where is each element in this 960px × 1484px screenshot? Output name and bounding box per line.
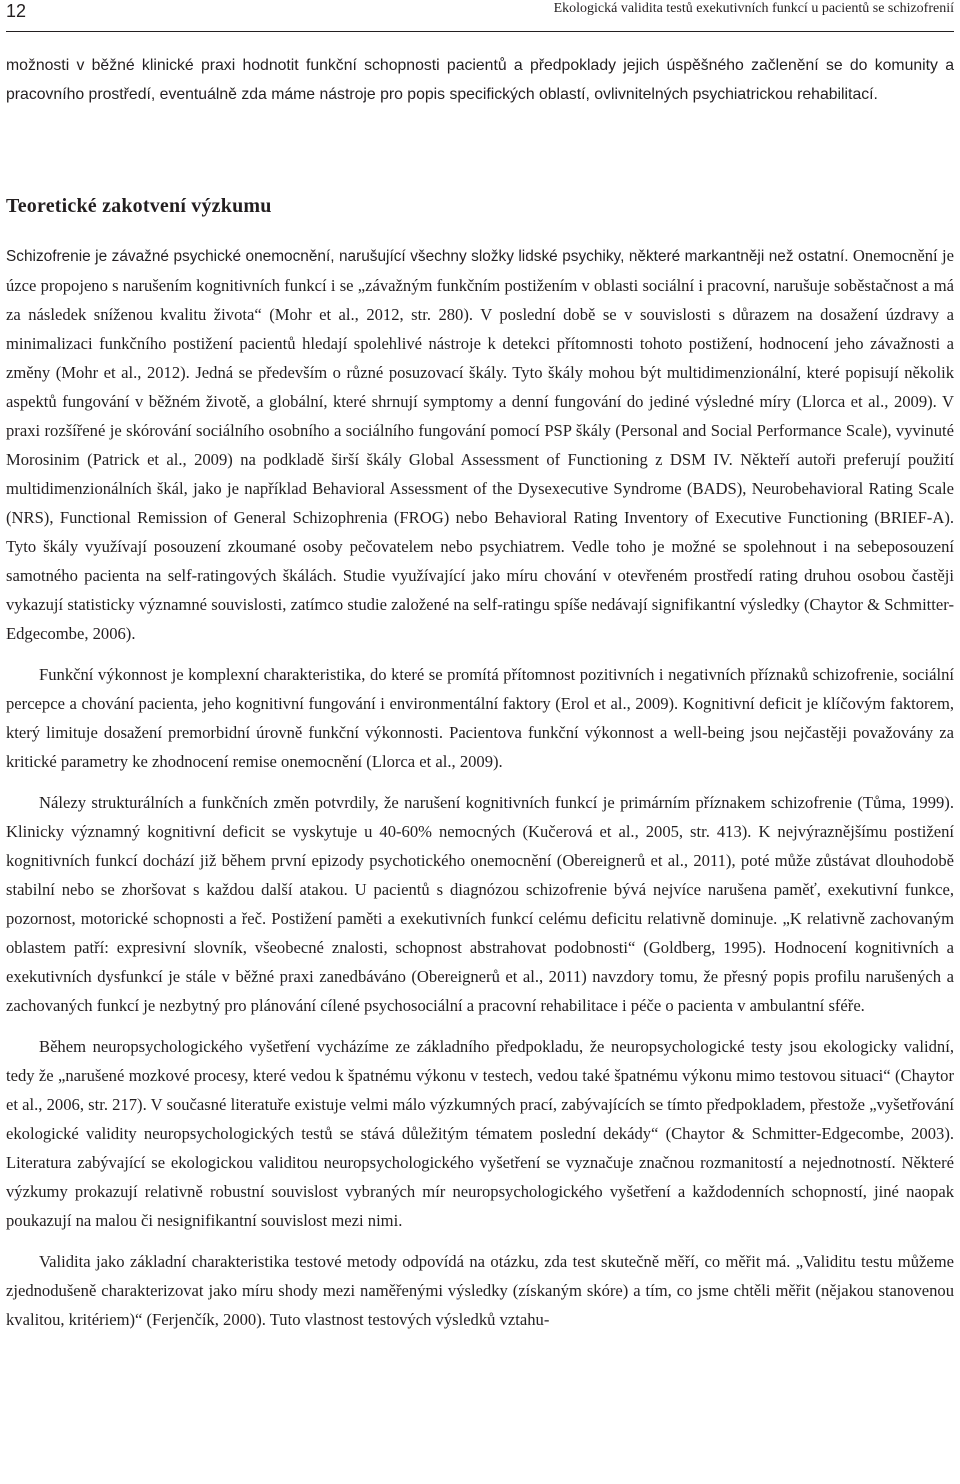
body-paragraph-1: [6, 241, 954, 648]
running-title: Ekologická validita testů exekutivních funkcí u pacientů se schizofrenií: [553, 1, 954, 16]
paragraph-1-rest: Onemocnění je úzce propojeno s narušením kognitivních funkcí i se „závažným funkčním postižením v oblasti sociální i pracovní, narušuje soběstačnost a má za následek sníženou kvalitu života“ (Mohr et al., 2012, str. 280). V poslední době se v souvislosti s důrazem na dosažení úzdravy a minimalizaci funkčního postižení pacientů hledají spolehlivé nástroje k detekci přítomnosti tohoto postižení, hodnocení jeho závažnosti a změny (Mohr et al., 2012). Jedná se především o různé posuzovací škály. Tyto škály mohou být multidimenzionální, které popisují několik aspektů fungování v běžném životě, a globální, které shrnují symptomy a denní fungování do jediné výsledné míry (Llorca et al., 2009). V praxi rozšířené je skórování sociálního osobního a sociálního fungování pomocí PSP škály (Personal and Social Performance Scale), vyvinuté Morosinim (Patrick et al., 2009) na podkladě širší škály Global Assessment of Functioning z DSM IV. Někteří autoři preferují použití multidimenzionálních škál, jako je například Behavioral Assessment of the Dysexecutive Syndrome (BADS), Neurobehavioral Rating Scale (NRS), Functional Remission of General Schizophrenia (FROG) nebo Behavioral Rating Inventory of Executive Functioning (BRIEF-A). Tyto škály využívají posouzení zkoumané osoby pečovatelem nebo psychiatrem. Vedle toho je možné se spolehnout i na sebeposouzení samotného pacienta na self-ratingových škálách. Studie využívající jako míru chování v otevřeném prostředí rating druhou osobou častěji vykazují statisticky významné souvislosti, zatímco studie založené na self-ratingu spíše nedávají signifikantní výsledky (Chaytor & Schmitter- Edgecombe, 2006).: [6, 246, 954, 643]
page-number: 12: [6, 1, 27, 21]
body-paragraph-5: Validita jako základní charakteristika testové metody odpovídá na otázku, zda test skutečně měří, co měřit má. „Validitu testu můžeme zjednodušeně charakterizovat jako míru shody mezi naměřenými výsledky (získaným skóre) a tím, co jsme chtěli měřit (nějakou stanovenou kvalitou, kritériem)“ (Ferjenčík, 2000). Tuto vlastnost testových výsledků vztahu-: [6, 1252, 954, 1329]
section-body: [6, 241, 954, 1346]
intro-paragraph: možnosti v běžné klinické praxi hodnotit funkční schopnosti pacientů a předpoklady jejich úspěšného začlenění se do komunity a pracovního prostředí, eventuálně zda máme nástroje pro popis specifických oblastí, ovlivnitelných psychiatrickou rehabilitací.: [6, 57, 954, 103]
body-paragraph-3: Nálezy strukturálních a funkčních změn potvrdily, že narušení kognitivních funkcí je primárním příznakem schizofrenie (Tůma, 1999). Klinicky významný kognitivní deficit se vyskytuje u 40-60% nemocných (Kučerová et al., 2005, str. 413). K nejvýraznějšímu postižení kognitivních funkcí dochází již během první epizody psychotického onemocnění (Obereignerů et al., 2011), poté může zůstávat dlouhodobě stabilní nebo se zhoršovat s každou další atakou. U pacientů s diagnózou schizofrenie bývá nejvíce narušena paměť, exekutivní funkce, pozornost, motorické schopnosti a řeč. Postižení paměti a exekutivních funkcí celému deficitu relativně dominuje. „K relativně zachovaným oblastem patří: expresivní slovník, všeobecné znalosti, schopnost abstrahovat podobnosti“ (Goldberg, 1995). Hodnocení kognitivních a exekutivních dysfunkcí je stále v běžné praxi zanedbáváno (Obereignerů et al., 2011) navzdory tomu, že přesný popis profilu narušených a zachovaných funkcí je nezbytný pro plánování cílené psychosociální a pracovní rehabilitace i péče o pacienta v ambulantní sféře.: [6, 793, 954, 1015]
page-header: [6, 0, 954, 30]
paragraph-1-lead: Schizofrenie je závažné psychické onemocnění, narušující všechny složky lidské psychiky, některé markantněji než ostatní.: [6, 248, 849, 265]
header-divider: [6, 31, 954, 32]
body-paragraph-2: Funkční výkonnost je komplexní charakteristika, do které se promítá přítomnost pozitivních i negativních příznaků schizofrenie, sociální percepce a chování pacienta, jeho kognitivní fungování i environmentální faktory (Erol et al., 2009). Kognitivní deficit je klíčovým faktorem, který limituje dosažení premorbidní úrovně funkční výkonnosti. Pacientova funkční výkonnost a well-being jsou nejčastěji považovány za kritické parametry ke zhodnocení remise onemocnění (Llorca et al., 2009).: [6, 665, 954, 771]
section-heading: Teoretické zakotvení výzkumu: [6, 195, 272, 217]
body-paragraph-4: Během neuropsychologického vyšetření vycházíme ze základního předpokladu, že neuropsychologické testy jsou ekologicky validní, tedy že „narušené mozkové procesy, které vedou k špatnému výkonu v testech, vedou také špatnému výkonu mimo testovou situaci“ (Chaytor et al., 2006, str. 217). V současné literatuře existuje velmi málo výzkumných prací, zabývajících se tímto předpokladem, přestože „vyšetřování ekologické validity neuropsychologických testů se stává důležitým tématem poslední dekády“ (Chaytor & Schmitter-Edgecombe, 2003). Literatura zabývající se ekologickou validitou neuropsychologického vyšetření se vyznačuje značnou rozmanitostí a nejednotností. Některé výzkumy prokazují relativně robustní souvislost vybraných mír neuropsychologického vyšetření a každodenních schopností, jiné naopak poukazují na malou či nesignifikantní souvislost mezi nimi.: [6, 1037, 954, 1230]
